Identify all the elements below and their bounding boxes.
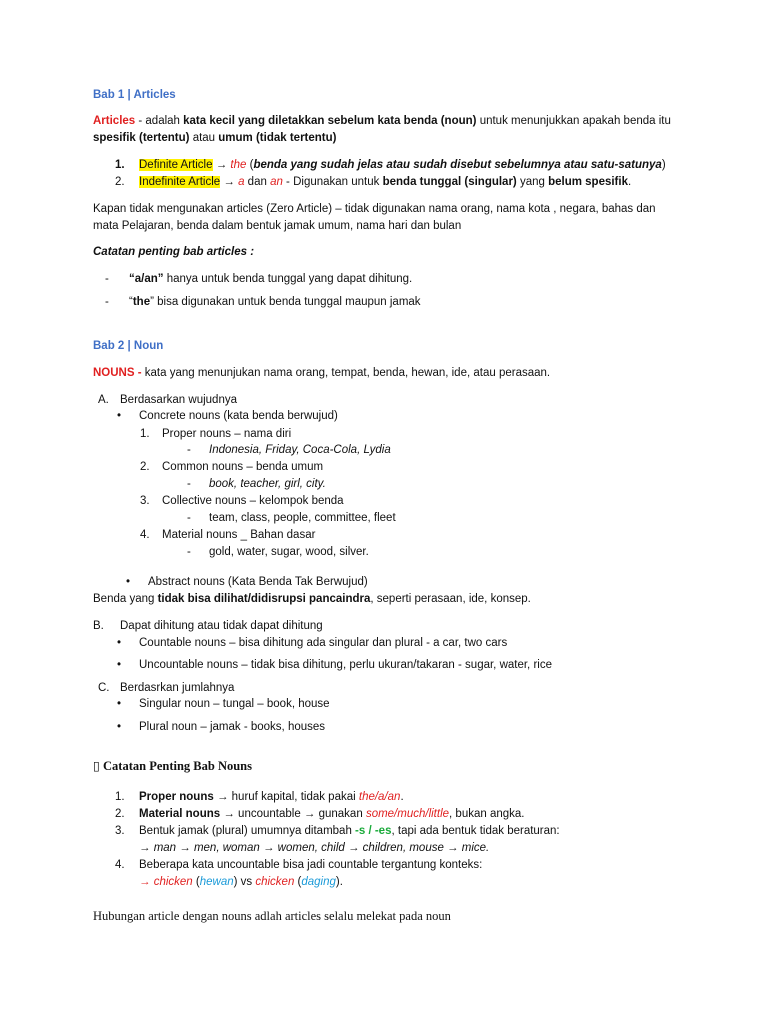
list-number: 4.: [115, 859, 125, 871]
list-number: 4.: [140, 529, 150, 541]
bullet-marker: •: [126, 576, 131, 588]
abstract-nouns: Abstract nouns (Kata Benda Tak Berwujud): [148, 576, 368, 588]
nouns-definition: NOUNS - kata yang menunjukan nama orang, tempat, benda, hewan, ide, atau perasaan.: [93, 367, 551, 379]
common-nouns: Common nouns – benda umum: [162, 461, 324, 473]
section-letter: A.: [98, 394, 109, 406]
singular-noun: Singular noun – tungal – book, house: [139, 698, 330, 710]
list-number: 1.: [115, 791, 125, 803]
bullet-marker: •: [117, 410, 122, 422]
articles-notes-heading: Catatan penting bab articles :: [93, 246, 255, 258]
list-number: 3.: [140, 495, 150, 507]
common-nouns-example: book, teacher, girl, city.: [209, 478, 326, 490]
bullet-marker: •: [117, 637, 122, 649]
dash-marker: -: [105, 273, 109, 285]
articles-definition-line2: spesifik (tertentu) atau umum (tidak tertentu): [93, 132, 337, 144]
section-a-title: Berdasarkan wujudnya: [120, 394, 237, 406]
note-the: “the” bisa digunakan untuk benda tunggal maupun jamak: [129, 296, 421, 308]
note-uncountable: Beberapa kata uncountable bisa jadi countable tergantung konteks:: [139, 859, 483, 871]
list-number: 2.: [115, 176, 125, 188]
articles-definition-line1: Articles - adalah kata kecil yang diletakkan sebelum kata benda (noun) untuk menunjukkan apakah benda itu: [93, 115, 671, 127]
list-number: 3.: [115, 825, 125, 837]
bab2-heading: Bab 2 | Noun: [93, 340, 164, 352]
definite-article-item: Definite Article → the (benda yang sudah jelas atau sudah disebut sebelumnya atau satu-satunya): [139, 159, 666, 171]
plural-noun: Plural noun – jamak - books, houses: [139, 721, 326, 733]
section-letter: C.: [98, 682, 110, 694]
note-plural: Bentuk jamak (plural) umumnya ditambah -s / -es, tapi ada bentuk tidak beraturan:: [139, 825, 560, 837]
section-letter: B.: [93, 620, 104, 632]
bullet-marker: •: [117, 698, 122, 710]
dash-marker: -: [187, 512, 191, 524]
zero-article-line1: Kapan tidak mengunakan articles (Zero Article) – tidak digunakan nama orang, nama kota , negara, bahas dan: [93, 203, 656, 215]
dash-marker: -: [187, 478, 191, 490]
nouns-term: NOUNS -: [93, 367, 142, 379]
bab1-heading: Bab 1 | Articles: [93, 89, 176, 101]
proper-nouns-example: Indonesia, Friday, Coca-Cola, Lydia: [209, 444, 391, 456]
note-chicken-example: → chicken (hewan) vs chicken (daging).: [139, 876, 343, 888]
section-c-title: Berdasrkan jumlahnya: [120, 682, 235, 694]
countable-nouns: Countable nouns – bisa dihitung ada singular dan plural - a car, two cars: [139, 637, 508, 649]
definite-article-label: Definite Article: [139, 159, 213, 171]
list-number: 2.: [140, 461, 150, 473]
uncountable-nouns: Uncountable nouns – tidak bisa dihitung, perlu ukuran/takaran - sugar, water, rice: [139, 659, 552, 671]
important-notes-heading: ▯ Catatan Penting Bab Nouns: [93, 759, 253, 773]
note-proper-nouns: Proper nouns → huruf kapital, tidak pakai the/a/an.: [139, 791, 404, 803]
note-material-nouns: Material nouns → uncountable → gunakan some/much/little, bukan angka.: [139, 808, 525, 820]
list-number: 1.: [115, 159, 125, 171]
indefinite-article-label: Indefinite Article: [139, 176, 221, 188]
bullet-marker: •: [117, 659, 122, 671]
collective-nouns: Collective nouns – kelompok benda: [162, 495, 344, 507]
dash-marker: -: [105, 296, 109, 308]
list-number: 1.: [140, 428, 150, 440]
note-plural-irregular: → man → men, woman → women, child → children, mouse → mice.: [139, 842, 490, 854]
bullet-marker: •: [117, 721, 122, 733]
dash-marker: -: [187, 444, 191, 456]
proper-nouns: Proper nouns – nama diri: [162, 428, 292, 440]
articles-term: Articles: [93, 115, 136, 127]
list-number: 2.: [115, 808, 125, 820]
zero-article-line2: mata Pelajaran, benda dalam bentuk jamak umum, nama hari dan bulan: [93, 220, 462, 232]
section-b-title: Dapat dihitung atau tidak dapat dihitung: [120, 620, 323, 632]
abstract-nouns-description: Benda yang tidak bisa dilihat/didisrupsi pancaindra, seperti perasaan, ide, konsep.: [93, 593, 531, 605]
concrete-nouns: Concrete nouns (kata benda berwujud): [139, 410, 338, 422]
note-a-an: “a/an” hanya untuk benda tunggal yang dapat dihitung.: [129, 273, 413, 285]
closing-sentence: Hubungan article dengan nouns adlah articles selalu melekat pada noun: [93, 909, 451, 923]
notes-icon: ▯: [93, 759, 100, 773]
material-nouns-example: gold, water, sugar, wood, silver.: [209, 546, 369, 558]
material-nouns: Material nouns _ Bahan dasar: [162, 529, 316, 541]
collective-nouns-example: team, class, people, committee, fleet: [209, 512, 396, 524]
dash-marker: -: [187, 546, 191, 558]
indefinite-article-item: Indefinite Article → a dan an - Digunakan untuk benda tunggal (singular) yang belum spesifik.: [139, 176, 632, 188]
